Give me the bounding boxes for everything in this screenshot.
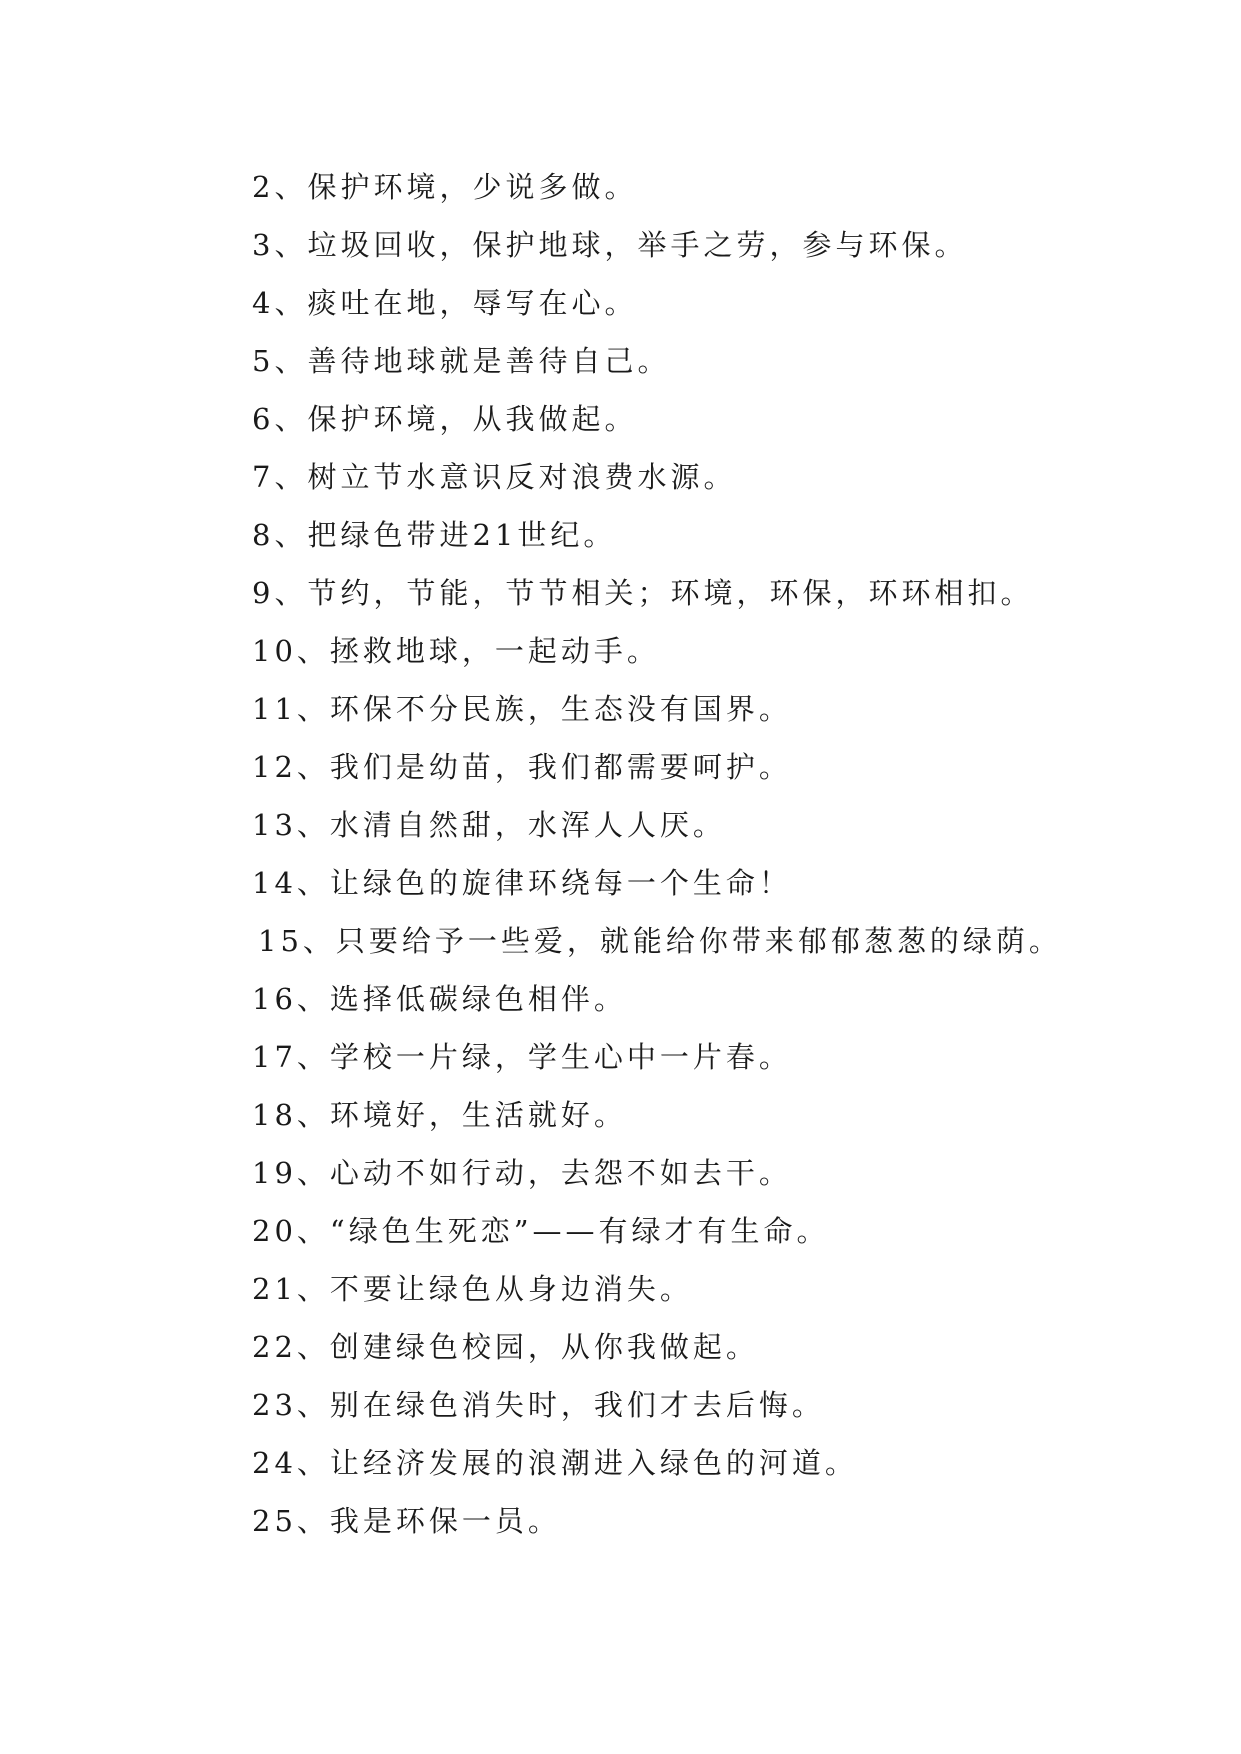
list-item: 23、别在绿色消失时，我们才去后悔。 — [252, 1388, 825, 1422]
list-item: 14、让绿色的旋律环绕每一个生命！ — [252, 866, 792, 900]
list-item: 15、只要给予一些爱，就能给你带来郁郁葱葱的绿荫。 — [258, 924, 1062, 958]
list-item: 2、保护环境，少说多做。 — [252, 170, 638, 204]
list-item: 17、学校一片绿，学生心中一片春。 — [252, 1040, 792, 1074]
list-item: 24、让经济发展的浪潮进入绿色的河道。 — [252, 1446, 858, 1480]
list-item: 25、我是环保一员。 — [252, 1504, 561, 1538]
list-item: 3、垃圾回收，保护地球，举手之劳，参与环保。 — [252, 228, 968, 262]
list-item: 16、选择低碳绿色相伴。 — [252, 982, 627, 1016]
list-item: 19、心动不如行动，去怨不如去干。 — [252, 1156, 792, 1190]
list-item: 9、节约，节能，节节相关；环境，环保，环环相扣。 — [252, 576, 1034, 610]
list-item: 5、善待地球就是善待自己。 — [252, 344, 671, 378]
list-item: 18、环境好，生活就好。 — [252, 1098, 627, 1132]
list-item: 22、创建绿色校园，从你我做起。 — [252, 1330, 759, 1364]
list-item: 10、拯救地球，一起动手。 — [252, 634, 660, 668]
list-item: 13、水清自然甜，水浑人人厌。 — [252, 808, 726, 842]
list-item: 6、保护环境，从我做起。 — [252, 402, 638, 436]
slogan-list — [252, 158, 1062, 1550]
list-item: 11、环保不分民族，生态没有国界。 — [252, 692, 792, 726]
list-item: 21、不要让绿色从身边消失。 — [252, 1272, 693, 1306]
list-item: 7、树立节水意识反对浪费水源。 — [252, 460, 737, 494]
list-item: 4、痰吐在地，辱写在心。 — [252, 286, 638, 320]
list-item: 8、把绿色带进21世纪。 — [252, 518, 617, 552]
list-item: 12、我们是幼苗，我们都需要呵护。 — [252, 750, 792, 784]
list-item: 20、“绿色生死恋”——有绿才有生命。 — [252, 1214, 830, 1248]
